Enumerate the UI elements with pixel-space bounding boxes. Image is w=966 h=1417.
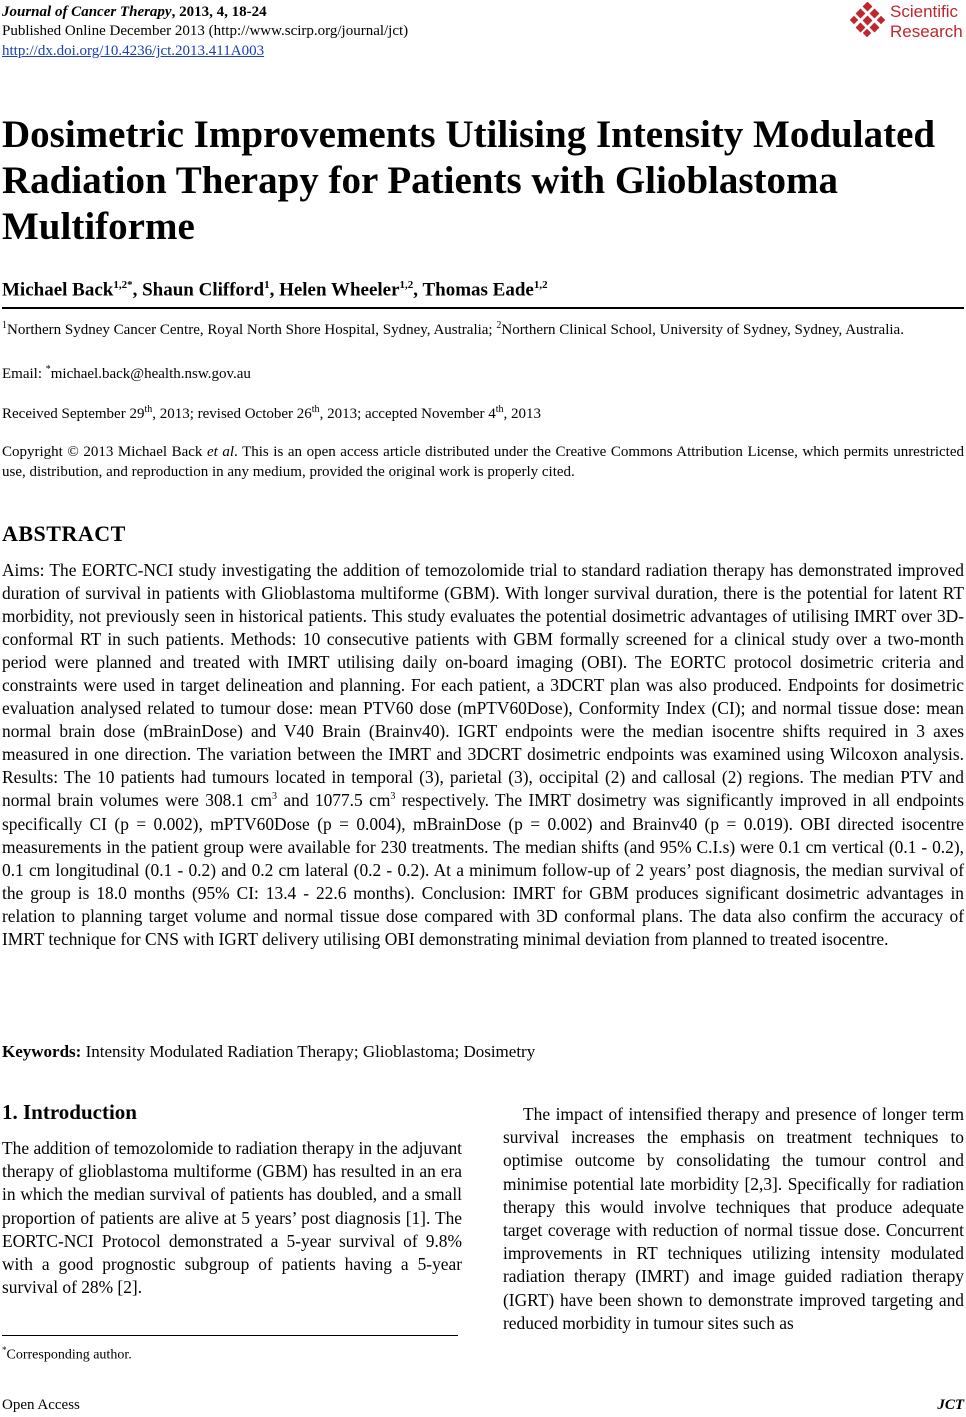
abstract-body: Aims: The EORTC-NCI study investigating the addition of temozolomide trial to standard radiation therapy has demonstrated improved duration of survival in patients with Glioblastoma multiforme (GBM). With longer survival duration, there is the potential for latent RT morbidity, not previously seen in historical patients. This study evaluates the potential dosimetric advantages of utilising IMRT over 3D-conformal RT in such patients. Methods: 10 consecutive patients with GBM formally screened for a clinical study over a two-month period were planned and treated with IMRT utilising daily on-board imaging (OBI). The EORTC protocol dosimetric criteria and constraints were used in target delineation and planning. For each patient, a 3DCRT plan was also produced. Endpoints for dosimetric evaluation analysed related to tumour dose: mean PTV60 dose (mPTV60Dose), Conformity Index (CI); and normal tissue dose: mean normal brain dose (mBrainDose) and V40 Brain (Brainv40). IGRT endpoints were the median isocentre shifts required in 3 axes measured in one direction. The variation between the IMRT and 3DCRT dosimetric endpoints was examined using Wilcoxon analysis. Results: The 10 patients had tumours located in temporal (3), parietal (3), occipital (2) and callosal (2) regions. The median PTV and normal brain volumes were 308.1 $cm^3$ and 1077.5 $cm^3$ respectively. The IMRT dosimetry was significantly improved in all endpoints specifically CI (p = 0.002), mPTV60Dose (p = 0.004), mBrainDose (p = 0.002) and Brainv40 (p = 0.019). OBI directed isocentre measurements in the patient group were available for 230 treatments. The median shifts (and 95% C.I.s) were 0.1 cm vertical (0.1 - 0.2), 0.1 cm longitudinal (0.1 - 0.2) and 0.2 cm lateral (0.2 - 0.2). At a minimum follow-up of 2 years’ post diagnosis, the median survival of the group is 18.0 months (95% CI: 13.4 - 22.6 months). Conclusion: IMRT for GBM produces significant dosimetric advantages in relation to planning target volume and normal tissue dose compared with 3D conformal plans. The data also confirm the accuracy of IMRT technique for CNS with IGRT delivery utilising OBI demonstrating minimal deviation from planned to treated isocentre.	[2, 560, 964, 949]
received-dates: Received September 29th, 2013; revised October 26th, 2013; accepted November 4th, 2013	[2, 404, 542, 422]
intro-right-column	[503, 1103, 964, 1335]
footer-journal-abbrev: JCT	[937, 1397, 964, 1413]
publisher-logo	[850, 0, 966, 44]
section-heading-introduction: 1. Introduction	[2, 1100, 137, 1124]
author-affiliation-mark: 1,2	[399, 279, 414, 291]
keywords-list: Intensity Modulated Radiation Therapy; Glioblastoma; Dosimetry	[81, 1042, 536, 1061]
published-line: Published Online December 2013 (http://www.scirp.org/journal/jct)	[2, 23, 409, 39]
footer-open-access: Open Access	[2, 1397, 80, 1413]
intro-paragraph: The addition of temozolomide to radiation therapy in the adjuvant therapy of glioblastoma multiforme (GBM) has resulted in an era in which the median survival of patients has doubled, and a small proportion of patients are alive at 5 years’ post diagnosis [1]. The EORTC-NCI Protocol demonstrated a 5-year survival of 9.8% with a good prognostic subgroup of patients having a 5-year survival of 28% [2].	[2, 1138, 462, 1298]
logo-text-line1: Scientific	[890, 2, 959, 21]
author-affiliation-mark: 1,2*	[113, 279, 133, 291]
paper-title: Dosimetric Improvements Utilising Intensity Modulated Radiation Therapy for Patients with Glioblastoma Multiforme	[2, 113, 936, 248]
footnote: *Corresponding author.	[2, 1345, 132, 1363]
logo-text-line2: Research	[890, 22, 963, 41]
author-list: Michael Back$^{1,2*}$, Shaun Clifford$^1$, Helen Wheeler$^{1,2}$, Thomas Eade$^{1,2}$	[2, 279, 548, 301]
keywords-label: Keywords:	[2, 1042, 82, 1061]
author-name: Michael Back	[2, 279, 114, 301]
doi-link[interactable]: http://dx.doi.org/10.4236/jct.2013.411A003	[2, 43, 265, 59]
author-divider	[2, 307, 964, 309]
author-name: Shaun Clifford	[142, 279, 265, 301]
author-name: Helen Wheeler	[279, 279, 400, 301]
scientific-research-logo-icon	[850, 2, 886, 38]
footnote-divider	[2, 1335, 458, 1336]
author-affiliation-mark: 1,2	[533, 279, 548, 291]
corresponding-email: Email: *michael.back@health.nsw.gov.au	[2, 364, 251, 382]
intro-paragraph: The impact of intensified therapy and presence of longer term survival increases the emphasis on treatment techniques to optimise outcome by consolidating the tumour control and minimise potential late morbidity [2,3]. Specifically for radiation therapy this would involve techniques that produce adequate target coverage with reduction of normal tissue dose. Concurrent improvements in RT techniques utilizing intensity modulated radiation therapy (IMRT) and image guided radiation therapy (IGRT) have been shown to demonstrate improved targeting and reduced morbidity in tumour sites such as	[503, 1104, 964, 1333]
journal-volume: , 2013, 4, 18-24	[171, 4, 267, 20]
intro-left-column	[2, 1137, 462, 1299]
keywords	[2, 1041, 535, 1063]
journal-name: Journal of Cancer Therapy	[2, 4, 172, 20]
copyright-notice: Copyright © 2013 Michael Back et al. This is an open access article distributed under the Creative Commons Attribution License, which permits unrestricted use, distribution, and reproduction in any medium, provided the original work is properly cited.	[2, 444, 964, 480]
author-affiliation-mark: 1	[264, 279, 270, 291]
author-name: Thomas Eade	[422, 279, 534, 301]
abstract-heading: ABSTRACT	[2, 521, 126, 546]
email-address[interactable]: michael.back@health.nsw.gov.au	[50, 366, 251, 382]
affiliations: $^1$Northern Sydney Cancer Centre, Royal North Shore Hospital, Sydney, Australia; $^2$Northern Clinical School, University of Sydney, Sydney, Australia.	[2, 320, 904, 338]
journal-citation	[2, 3, 267, 22]
